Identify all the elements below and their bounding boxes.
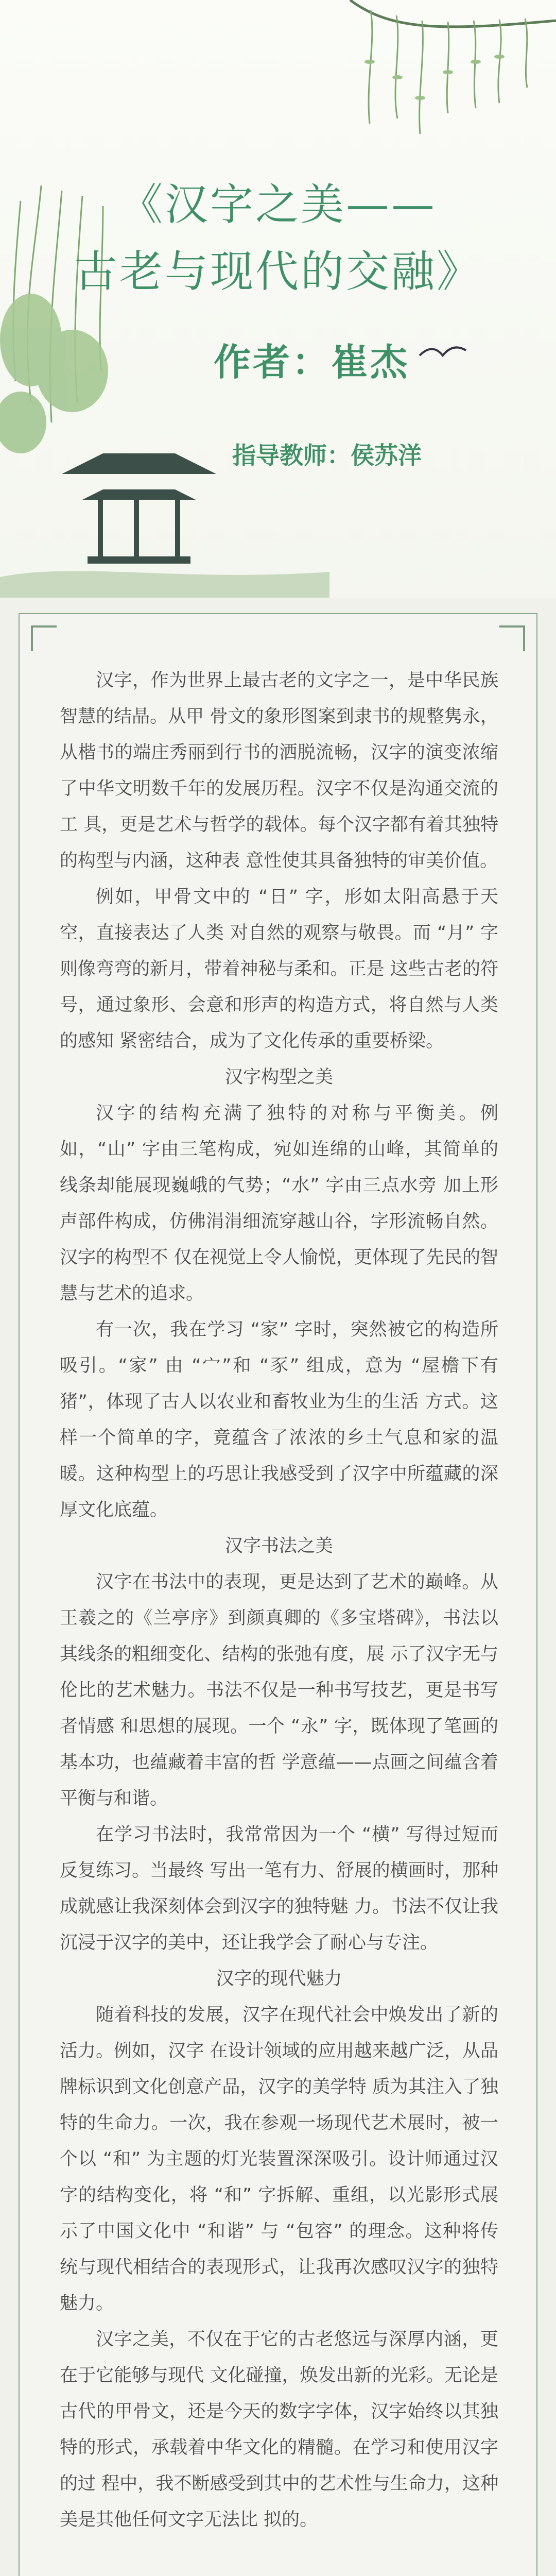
paragraph: 有一次，我在学习 “家” 字时，突然被它的构造所吸引。“家” 由 “宀”和 “豕” 组成，意为 “屋檐下有猪”，体现了古人以农业和畜牧业为生的生活 方式。这样一个简单的字，竟蕴含了浓浓的乡土气息和家的温暖。这种构型上的巧思让我感受到了汉字中所蕴藏的深厚文化底蕴。 bbox=[60, 1319, 498, 1520]
paragraph: 汉字在书法中的表现，更是达到了艺术的巅峰。从王羲之的《兰亭序》到颜真卿的《多宝塔碑》，书法以其线条的粗细变化、结构的张弛有度，展 示了汉字无与伦比的艺术魅力。书法不仅是一种书写技艺，更是书写者情感 和思想的展现。一个 “永” 字，既体现了笔画的基本功，也蕴藏着丰富的哲 学意蕴——点画之间蕴含着平衡与和谐。 bbox=[60, 1572, 498, 1809]
section-heading: 汉字构型之美 bbox=[224, 1067, 333, 1088]
paragraph: 汉字的结构充满了独特的对称与平衡美。例如，“山” 字由三笔构成，宛如连绵的山峰，其简单的线条却能展现巍峨的气势；“水” 字由三点水旁 加上形声部件构成，仿佛涓涓细流穿越山谷，字形流畅自然。汉字的构型不 仅在视觉上令人愉悦，更体现了先民的智慧与艺术的追求。 bbox=[60, 1103, 498, 1304]
author-name: 作者：崔杰 bbox=[213, 341, 409, 384]
willow-top-right-decoration bbox=[329, 0, 556, 155]
paragraph: 汉字之美，不仅在于它的古老悠远与深厚内涵，更在于它能够与现代 文化碰撞，焕发出新的光彩。无论是古代的甲骨文，还是今天的数字字体，汉字始终以其独特的形式，承载着中华文化的精髓。在学习和使用汉字的过 程中，我不断感受到其中的艺术性与生命力，这种美是其他任何文字无法比 拟的。 bbox=[60, 2329, 498, 2530]
section-heading: 汉字书法之美 bbox=[224, 1536, 333, 1556]
section-heading: 汉字的现代魅力 bbox=[216, 1969, 342, 1989]
article-title-line-1: 《汉字之美—— bbox=[119, 179, 437, 230]
corner-bracket-top-left bbox=[31, 625, 62, 656]
article-card bbox=[19, 613, 537, 2576]
article-title-line-2: 古老与现代的交融》 bbox=[74, 246, 482, 297]
teacher-name: 指导教师：侯苏洋 bbox=[232, 442, 422, 469]
header-banner bbox=[0, 0, 556, 598]
paragraph: 汉字，作为世界上最古老的文字之一，是中华民族智慧的结晶。从甲 骨文的象形图案到隶书的规整隽永，从楷书的端庄秀丽到行书的洒脱流畅，汉字的演变浓缩了中华文明数千年的发展历程。汉字不仅是沟通交流的工 具，更是艺术与哲学的载体。每个汉字都有着其独特的构型与内涵，这种表 意性使其具备独特的审美价值。 bbox=[60, 670, 498, 871]
article-body bbox=[60, 663, 498, 2538]
paragraph: 在学习书法时，我常常因为一个 “横” 写得过短而反复练习。当最终 写出一笔有力、舒展的横画时，那种成就感让我深刻体会到汉字的独特魅 力。书法不仅让我沉浸于汉字的美中，还让我学会了耐心与专注。 bbox=[60, 1824, 498, 1953]
paragraph: 例如，甲骨文中的 “日” 字，形如太阳高悬于天空，直接表达了人类 对自然的观察与敬畏。而 “月” 字则像弯弯的新月，带着神秘与柔和。正是 这些古老的符号，通过象形、会意和形声的构造方式，将自然与人类的感知 紧密结合，成为了文化传承的重要桥梁。 bbox=[60, 887, 498, 1052]
paragraph: 随着科技的发展，汉字在现代社会中焕发出了新的活力。例如，汉字 在设计领域的应用越来越广泛，从品牌标识到文化创意产品，汉字的美学特 质为其注入了独特的生命力。一次，我在参观一场现代艺术展时，被一个以 “和” 为主题的灯光装置深深吸引。设计师通过汉字的结构变化，将 “和” 字拆解、重组，以光影形式展示了中国文化中 “和谐” 与 “包容” 的理念。这种将传统与现代相结合的表现形式，让我再次感叹汉字的独特魅力。 bbox=[60, 2005, 498, 2314]
corner-bracket-top-right bbox=[494, 625, 525, 656]
